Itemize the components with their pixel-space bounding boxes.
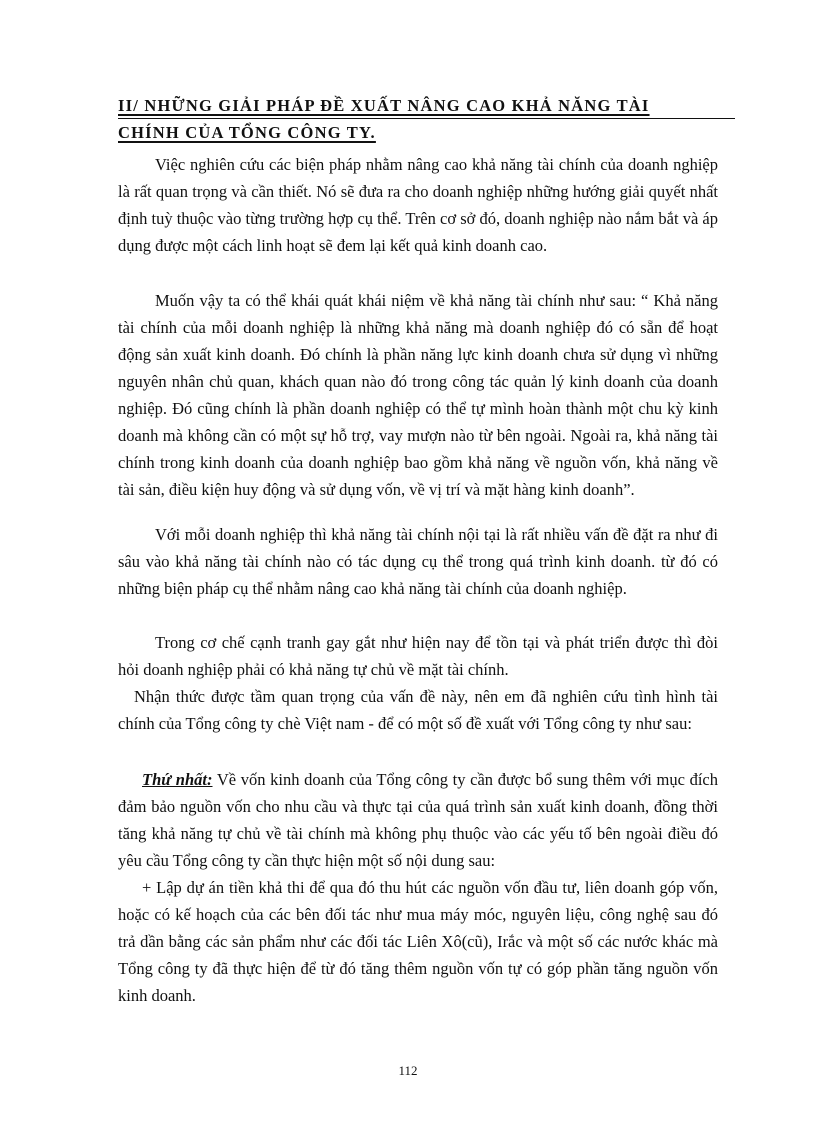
paragraph-7: + Lập dự án tiền khả thi để qua đó thu hút các nguồn vốn đầu tư, liên doanh góp vốn, hoặc có kế hoạch của các bên đối tác như mua máy móc, nguyên liệu, công nghệ sau đó trả dần bằng các sản phẩm như các đối tác Liên Xô(cũ), Irắc và một số các nước khác mà Tổng công ty đã thực hiện để từ đó tăng thêm nguồn vốn tự có góp phần tăng nguồn vốn kinh doanh.	[118, 878, 718, 1005]
paragraph-6	[118, 766, 718, 874]
section-heading-line-1: II/ NHỮNG GIẢI PHÁP ĐỀ XUẤT NÂNG CAO KHẢ NĂNG TÀI	[118, 96, 650, 115]
heading-underline-rule	[118, 118, 735, 119]
paragraph-3: Với mỗi doanh nghiệp thì khả năng tài chính nội tại là rất nhiều vấn đề đặt ra như đi sâu vào khả năng tài chính nào có tác dụng cụ thể trong quá trình kinh doanh. từ đó có những biện pháp cụ thể nhằm nâng cao khả năng tài chính của doanh nghiệp.	[118, 525, 718, 598]
section-heading-line-2: CHÍNH CỦA TỔNG CÔNG TY.	[118, 123, 376, 142]
paragraph-5: Nhận thức được tầm quan trọng của vấn đề này, nên em đã nghiên cứu tình hình tài chính của Tổng công ty chè Việt nam - để có một số đề xuất với Tổng công ty như sau:	[118, 687, 718, 733]
paragraph-1: Việc nghiên cứu các biện pháp nhằm nâng cao khả năng tài chính của doanh nghiệp là rất quan trọng và cần thiết. Nó sẽ đưa ra cho doanh nghiệp những hướng giải quyết nhất định tuỳ thuộc vào từng trường hợp cụ thể. Trên cơ sở đó, doanh nghiệp nào nắm bắt và áp dụng được một cách linh hoạt sẽ đem lại kết quả kinh doanh cao.	[118, 155, 718, 255]
page-number: 112	[398, 1063, 418, 1078]
paragraph-6-lead: Thứ nhất:	[142, 770, 213, 789]
paragraph-2: Muốn vậy ta có thể khái quát khái niệm về khả năng tài chính như sau: “ Khả năng tài chính của mỗi doanh nghiệp là những khả năng mà doanh nghiệp đó có sẵn để hoạt động sản xuất kinh doanh. Đó chính là phần năng lực kinh doanh chưa sử dụng vì những nguyên nhân chủ quan, khách quan nào đó trong công tác quản lý kinh doanh của doanh nghiệp. Đó cũng chính là phần doanh nghiệp có thể tự mình hoàn thành một chu kỳ kinh doanh mà không cần có một sự hỗ trợ, vay mượn nào từ bên ngoài. Ngoài ra, khả năng tài chính trong kinh doanh của doanh nghiệp bao gồm khả năng về nguồn vốn, khả năng về tài sản, điều kiện huy động và sử dụng vốn, về vị trí và mặt hàng kinh doanh”.	[118, 291, 718, 499]
paragraph-6-text: Về vốn kinh doanh của Tổng công ty cần được bổ sung thêm với mục đích đảm bảo nguồn vốn cho nhu cầu và thực tại của quá trình sản xuất kinh doanh, đồng thời tăng khả năng tự chủ về tài chính mà không phụ thuộc vào các yếu tố bên ngoài điều đó yêu cầu Tổng công ty cần thực hiện một số nội dung sau:	[118, 770, 718, 870]
paragraph-4: Trong cơ chế cạnh tranh gay gắt như hiện nay để tồn tại và phát triển được thì đòi hỏi doanh nghiệp phải có khả năng tự chủ về mặt tài chính.	[118, 633, 718, 679]
